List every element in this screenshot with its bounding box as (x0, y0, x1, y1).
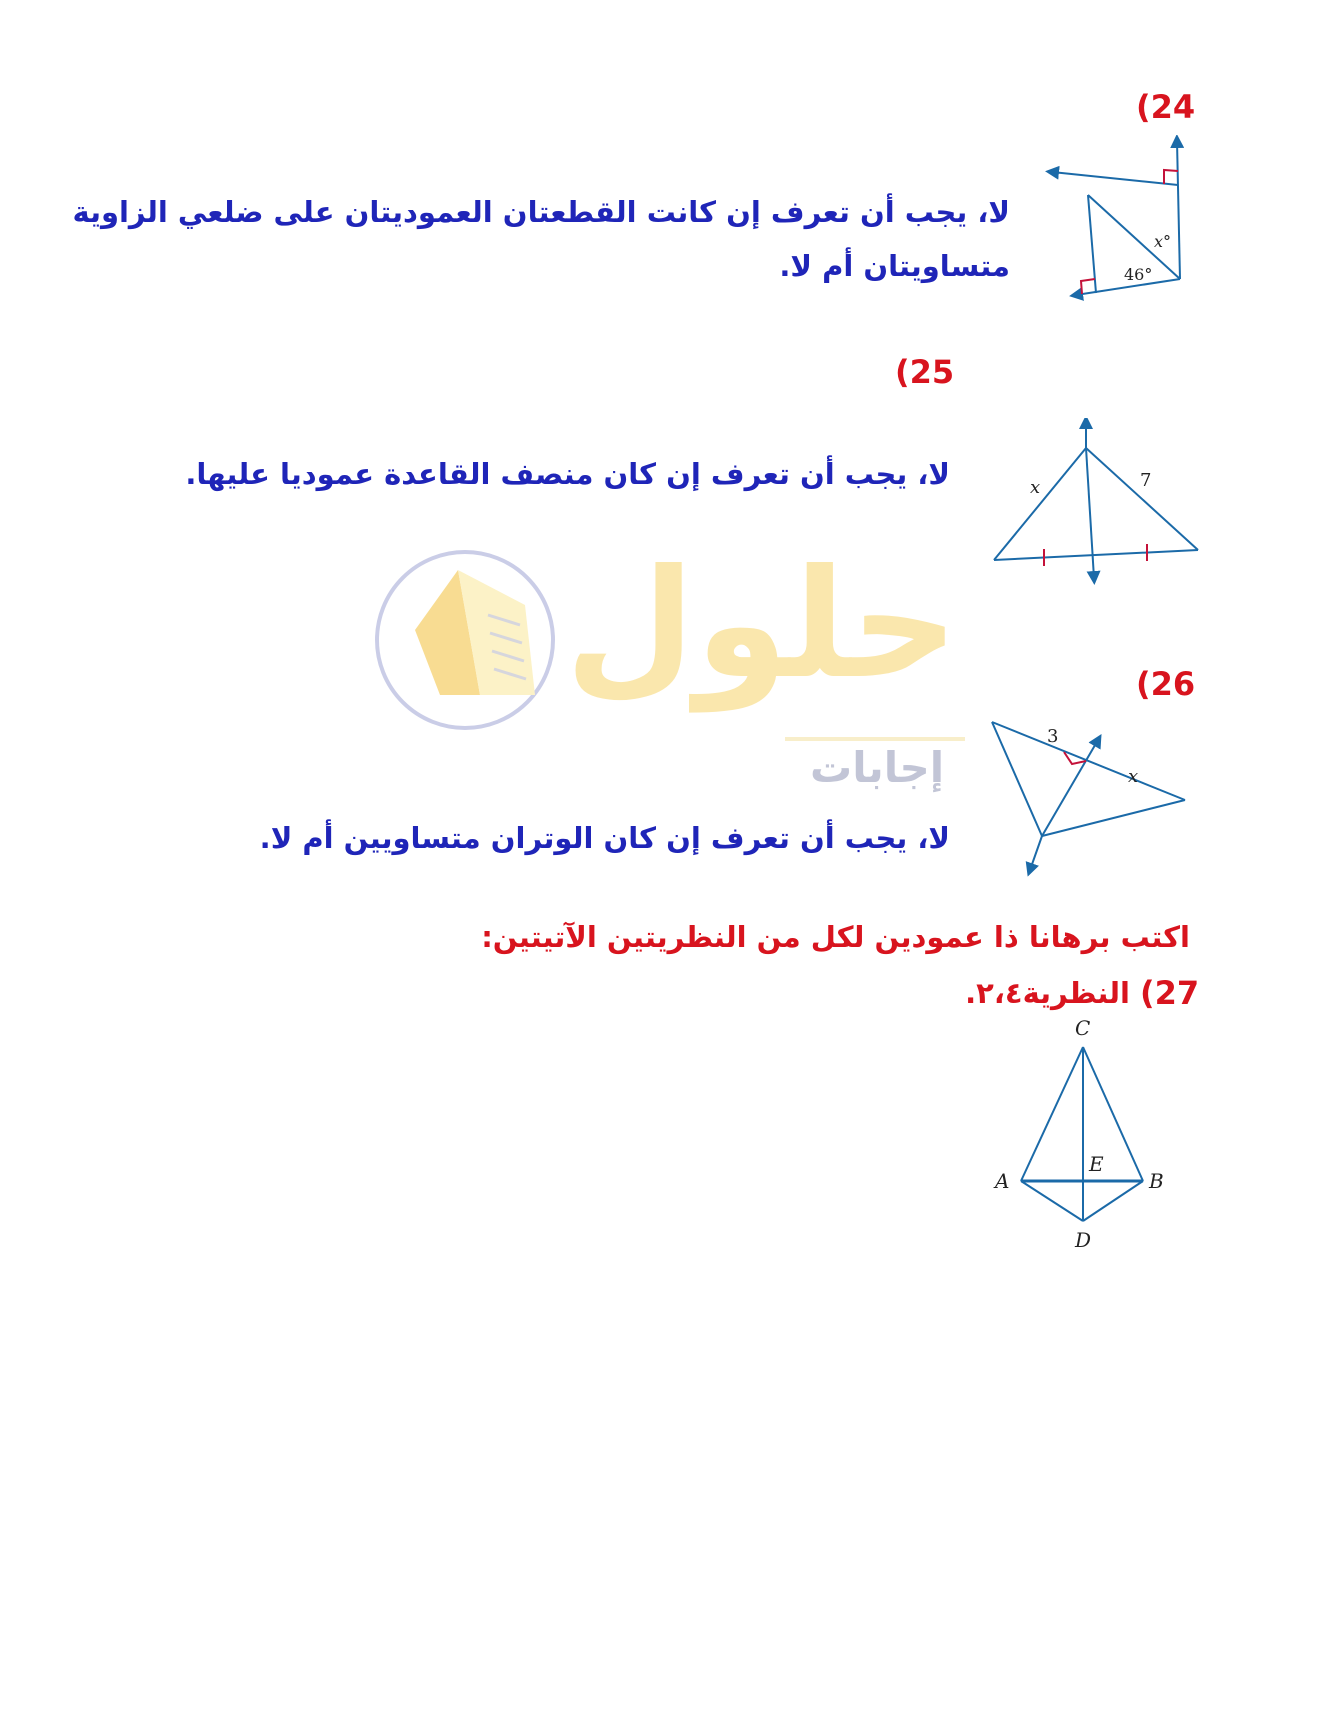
q24-angle-label: 46° (1124, 265, 1153, 284)
watermark-caption: إجابات (810, 743, 945, 792)
q27-text: النظرية٢،٤. (965, 976, 1130, 1010)
q26-figure (980, 710, 1200, 880)
q26-answer: لا، يجب أن تعرف إن كان الوتران متساويين أم لا. (259, 821, 950, 855)
q25-answer: لا، يجب أن تعرف إن كان منصف القاعدة عموديا عليها. (185, 457, 950, 491)
q24-number: (24 (1136, 88, 1196, 126)
q27-number: (27 (1140, 974, 1200, 1012)
proof-instruction: اكتب برهانا ذا عمودين لكل من النظريتين الآتيتين: (481, 920, 1190, 954)
watermark (370, 515, 970, 815)
q24-figure (1040, 135, 1200, 305)
q26-number: (26 (1136, 665, 1196, 703)
watermark-book-icon (370, 545, 560, 735)
point-c-label: C (1075, 1016, 1091, 1040)
q26-top-side-label: 3 (1047, 726, 1059, 747)
q27-figure (985, 1013, 1180, 1253)
q24-answer-line2: متساويتان أم لا. (779, 249, 1010, 283)
point-d-label: D (1075, 1228, 1092, 1252)
point-b-label: B (1149, 1169, 1164, 1193)
point-e-label: E (1089, 1152, 1104, 1176)
q24-answer-line1: لا، يجب أن تعرف إن كانت القطعتان العموديتان على ضلعي الزاوية (72, 195, 1010, 229)
watermark-rule (785, 737, 965, 741)
watermark-logo-text: حلول (565, 538, 959, 712)
q25-number: (25 (895, 353, 955, 391)
q26-right-side-label: x (1128, 766, 1139, 787)
q24-unknown-label: x° (1154, 232, 1172, 251)
q25-figure (990, 418, 1205, 588)
point-a-label: A (995, 1169, 1010, 1193)
q25-right-side-label: 7 (1140, 470, 1152, 491)
q25-left-side-label: x (1030, 477, 1041, 498)
